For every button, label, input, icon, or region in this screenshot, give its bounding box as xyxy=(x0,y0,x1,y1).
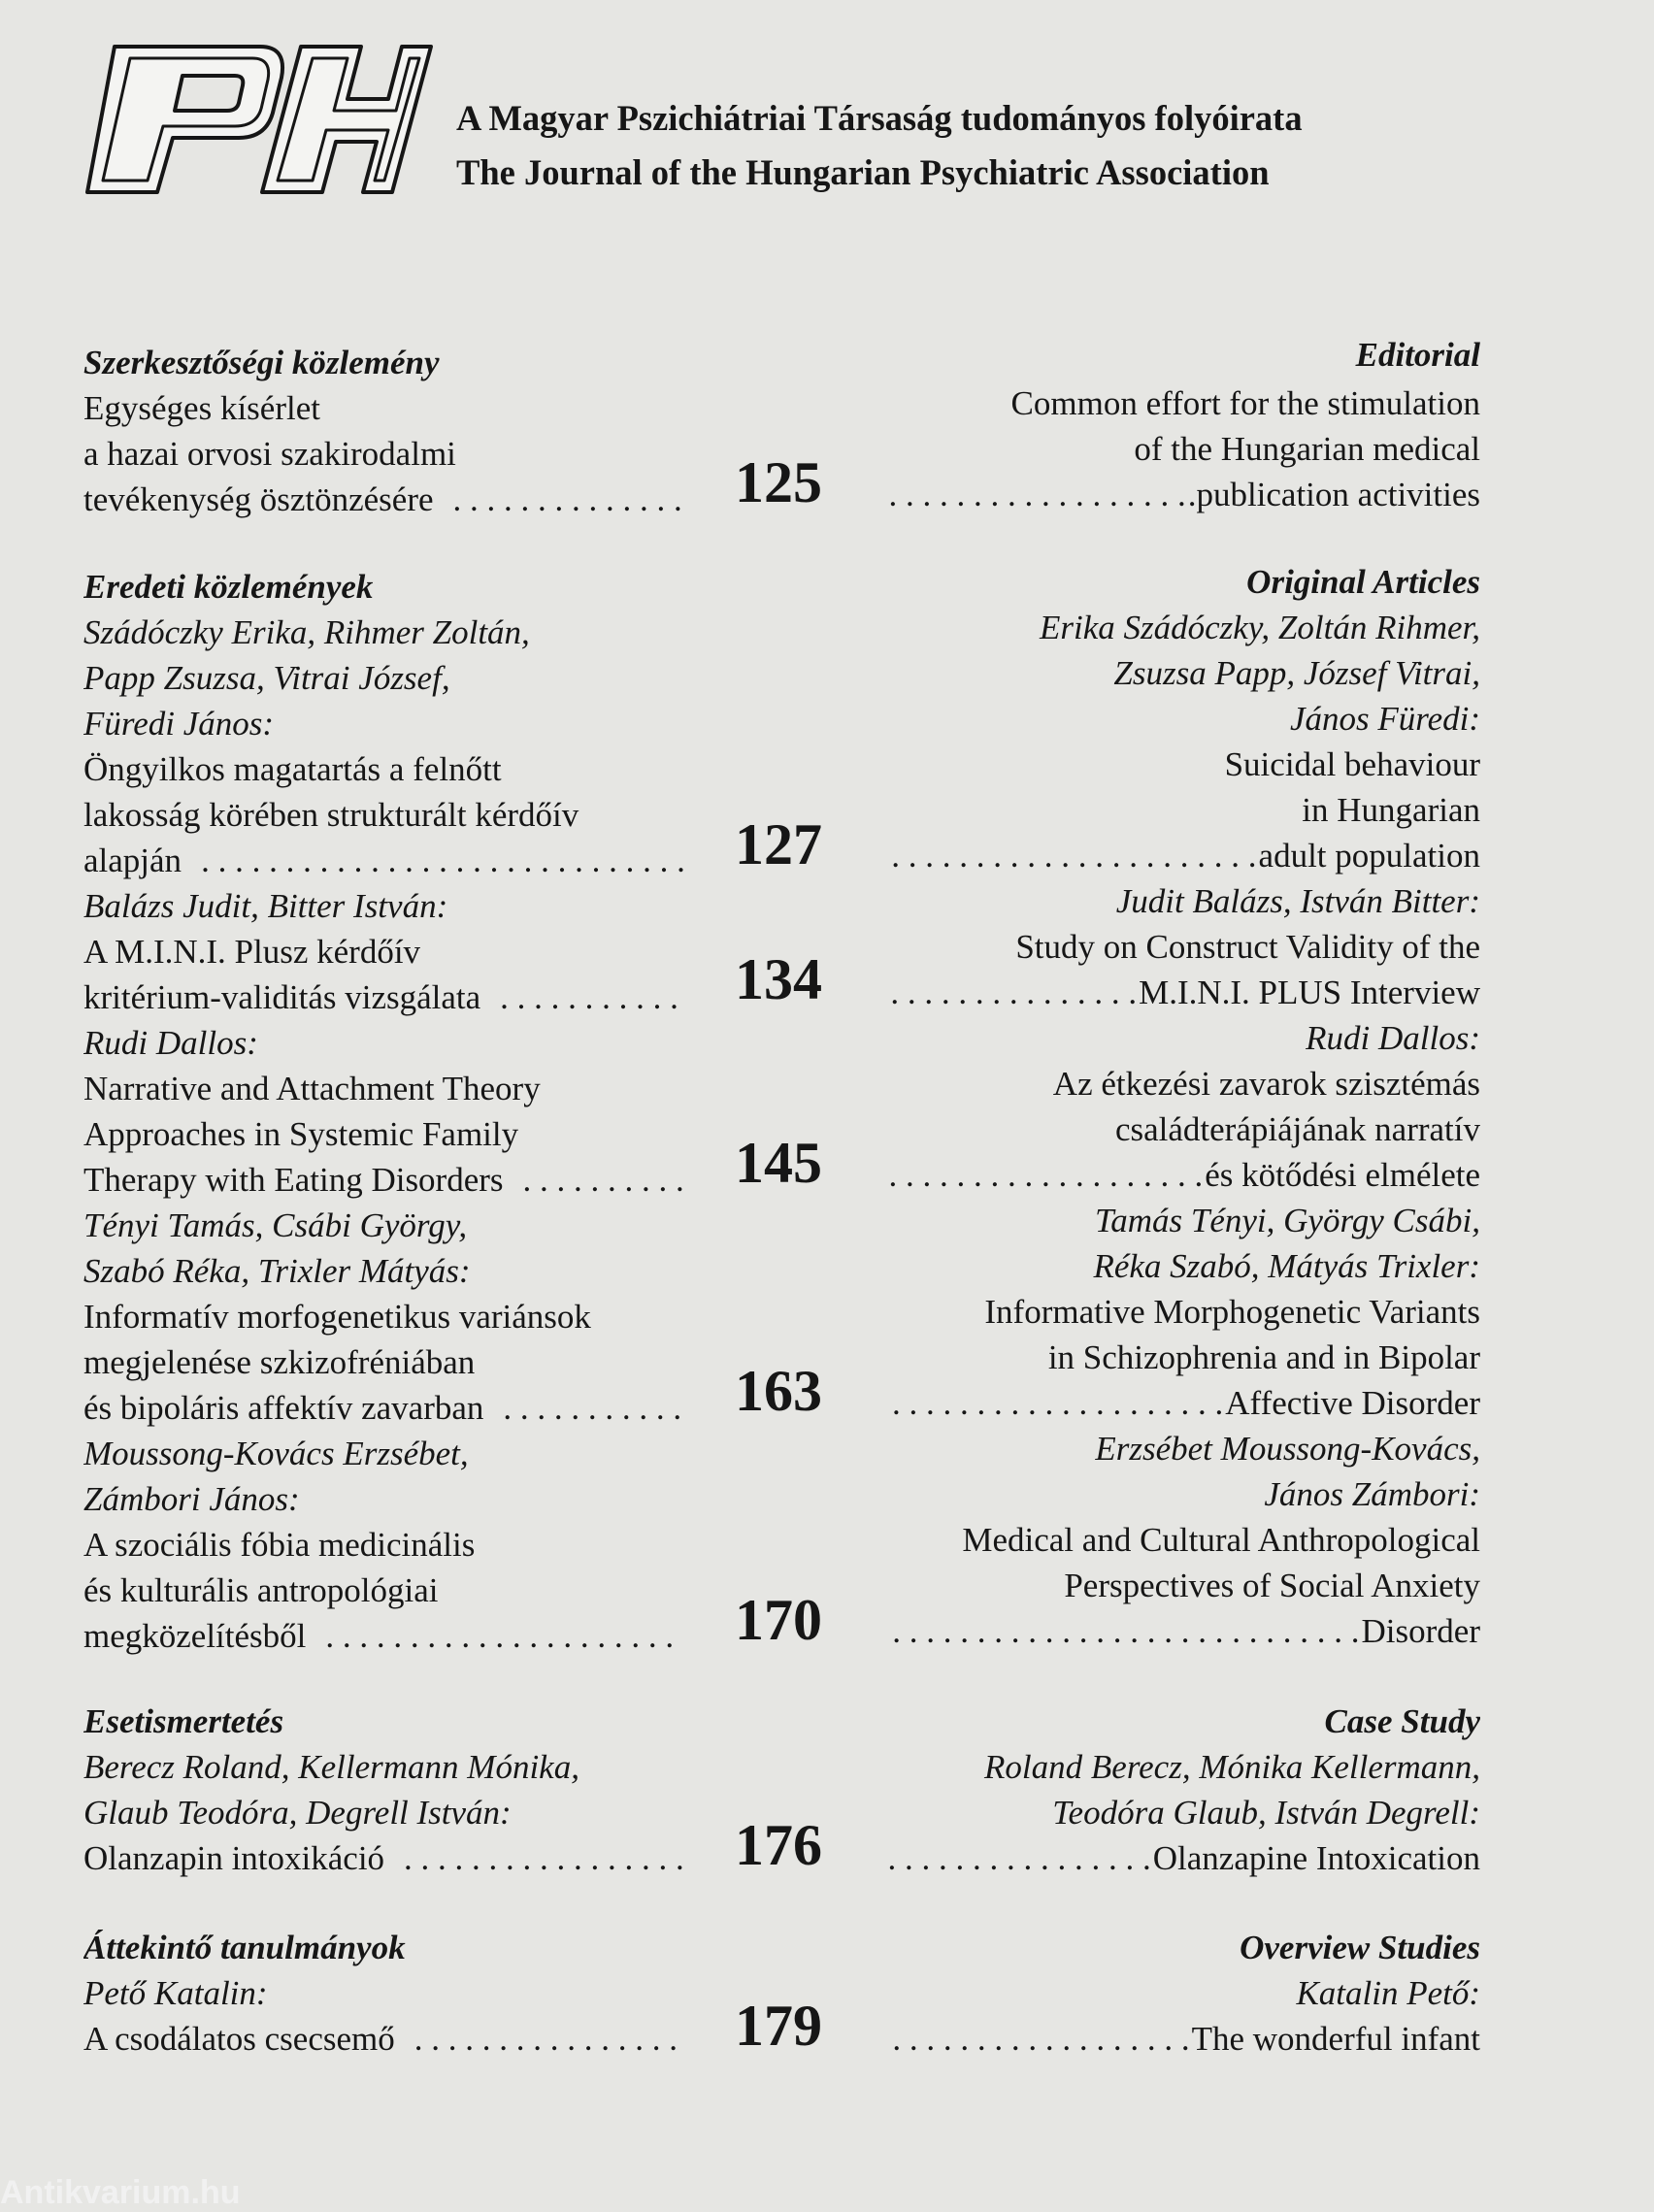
article-title-en: családterápiájának narratív xyxy=(1114,1110,1480,1148)
article-title-en: .publication activities xyxy=(1187,476,1480,513)
article-title-en: Suicidal behaviour xyxy=(1224,745,1480,783)
toc-entry-line xyxy=(888,2016,1480,2062)
section-heading-hu: Áttekintő tanulmányok xyxy=(83,1929,406,1966)
section-heading-hu: Szerkesztőségi közlemény xyxy=(83,344,440,381)
article-title-hu: A csodálatos csecsemő xyxy=(83,2020,395,2058)
toc-entry-line xyxy=(83,1157,683,1203)
article-title-en: Common effort for the stimulation xyxy=(1010,384,1480,422)
article-title-hu: alapján xyxy=(83,842,182,879)
article-title-en: Perspectives of Social Anxiety xyxy=(1064,1567,1480,1604)
article-title-hu: Egységes kísérlet xyxy=(83,389,320,427)
article-authors-en: János Zámbori: xyxy=(1264,1475,1480,1513)
article-title-hu: Narrative and Attachment Theory xyxy=(83,1070,541,1107)
article-authors-hu: Szabó Réka, Trixler Mátyás: xyxy=(83,1252,471,1290)
leader-dots xyxy=(453,477,683,522)
article-title-hu: A szociális fóbia medicinális xyxy=(83,1526,476,1564)
leader-dots xyxy=(325,1613,683,1659)
toc-entry-line xyxy=(888,970,1480,1015)
page-number: 125 xyxy=(735,450,822,514)
article-authors-en: Teodóra Glaub, István Degrell: xyxy=(1052,1794,1480,1832)
leader-dots xyxy=(414,2016,683,2062)
section-heading-hu: Esetismertetés xyxy=(83,1702,284,1740)
leader-dots xyxy=(888,1835,1151,1881)
article-title-en: Disorder xyxy=(1361,1612,1480,1650)
page-number: 170 xyxy=(735,1588,822,1652)
article-authors-en: Katalin Pető: xyxy=(1296,1974,1480,2012)
page-number: 179 xyxy=(735,1994,822,2058)
article-title-hu: a hazai orvosi szakirodalmi xyxy=(83,435,456,473)
article-title-en: Informative Morphogenetic Variants xyxy=(984,1293,1480,1331)
toc-entry-line xyxy=(83,477,683,522)
article-authors-en: Tamás Tényi, György Csábi, xyxy=(1094,1202,1480,1239)
leader-dots xyxy=(888,1608,1360,1654)
article-authors-hu: Moussong-Kovács Erzsébet, xyxy=(83,1435,469,1472)
article-authors-hu: Szádóczky Erika, Rihmer Zoltán, xyxy=(83,613,530,651)
page-number: 176 xyxy=(735,1813,822,1877)
toc-entry-line xyxy=(83,1385,683,1431)
toc-entry-line xyxy=(888,1835,1480,1881)
toc-entry-line xyxy=(83,2016,683,2062)
article-title-hu: A M.I.N.I. Plusz kérdőív xyxy=(83,933,421,971)
leader-dots xyxy=(404,1835,683,1881)
toc-entry-line xyxy=(888,1608,1480,1654)
article-title-en: in Schizophrenia and in Bipolar xyxy=(1047,1338,1480,1376)
section-heading-en: Case Study xyxy=(1324,1702,1480,1740)
article-authors-en: Zsuzsa Papp, József Vitrai, xyxy=(1113,654,1480,692)
toc-entry-line xyxy=(83,974,683,1020)
ph-logo xyxy=(80,39,439,204)
leader-dots xyxy=(523,1157,683,1203)
journal-subtitle-en: The Journal of the Hungarian Psychiatric Association xyxy=(456,152,1270,192)
leader-dots xyxy=(888,472,1186,517)
article-authors-en: Réka Szabó, Mátyás Trixler: xyxy=(1093,1247,1480,1285)
toc-entry-line xyxy=(888,472,1480,517)
page-number: 127 xyxy=(735,812,822,876)
toc-entry-line xyxy=(888,1380,1480,1426)
journal-subtitle-hu: A Magyar Pszichiátriai Társaság tudományos folyóirata xyxy=(456,98,1303,138)
leader-dots xyxy=(888,1380,1223,1426)
section-heading-en: Editorial xyxy=(1355,336,1480,374)
article-authors-hu: Zámbori János: xyxy=(83,1480,300,1518)
article-title-hu: lakosság körében strukturált kérdőív xyxy=(83,796,579,834)
article-title-hu: és bipoláris affektív zavarban xyxy=(83,1389,484,1427)
article-title-hu: és kulturális antropológiai xyxy=(83,1571,439,1609)
article-title-hu: megközelítésből xyxy=(83,1617,307,1655)
leader-dots xyxy=(201,838,683,883)
toc-entry-line xyxy=(888,1152,1480,1198)
leader-dots xyxy=(888,1152,1203,1198)
article-authors-en: Erzsébet Moussong-Kovács, xyxy=(1095,1430,1480,1468)
article-title-hu: kritérium-validitás vizsgálata xyxy=(83,978,481,1016)
article-authors-hu: Balázs Judit, Bitter István: xyxy=(83,887,448,925)
article-authors-en: Erika Szádóczky, Zoltán Rihmer, xyxy=(1040,609,1480,646)
toc-entry-line xyxy=(888,833,1480,878)
article-title-en: Study on Construct Validity of the xyxy=(1015,928,1480,966)
article-title-hu: Approaches in Systemic Family xyxy=(83,1115,519,1153)
article-title-hu: Olanzapin intoxikáció xyxy=(83,1839,385,1877)
article-title-en: of the Hungarian medical xyxy=(1134,430,1480,468)
article-authors-hu: Rudi Dallos: xyxy=(83,1024,258,1062)
article-title-en: in Hungarian xyxy=(1302,791,1480,829)
article-authors-en: Rudi Dallos: xyxy=(1306,1019,1480,1057)
page-number: 145 xyxy=(735,1131,822,1195)
section-heading-hu: Eredeti közlemények xyxy=(83,568,374,606)
article-authors-hu: Pető Katalin: xyxy=(83,1974,268,2012)
article-authors-hu: Füredi János: xyxy=(83,705,275,743)
article-authors-hu: Glaub Teodóra, Degrell István: xyxy=(83,1794,512,1832)
article-authors-en: Judit Balázs, István Bitter: xyxy=(1115,882,1480,920)
article-title-hu: Therapy with Eating Disorders xyxy=(83,1161,504,1199)
article-authors-en: Roland Berecz, Mónika Kellermann, xyxy=(984,1748,1480,1786)
toc-entry-line xyxy=(83,1613,683,1659)
section-heading-en: Overview Studies xyxy=(1240,1929,1480,1966)
leader-dots xyxy=(888,833,1257,878)
article-title-hu: megjelenése szkizofréniában xyxy=(83,1343,476,1381)
page-number: 134 xyxy=(735,947,822,1011)
article-authors-hu: Papp Zsuzsa, Vitrai József, xyxy=(83,659,450,697)
article-title-en: Affective Disorder xyxy=(1225,1384,1480,1422)
page-number: 163 xyxy=(735,1359,822,1423)
leader-dots xyxy=(500,974,683,1020)
leader-dots xyxy=(888,970,1137,1015)
section-heading-en: Original Articles xyxy=(1246,563,1480,601)
article-title-en: és kötődési elmélete xyxy=(1205,1156,1480,1194)
article-title-hu: tevékenység ösztönzésére xyxy=(83,480,434,518)
toc-entry-line xyxy=(83,838,683,883)
article-title-en: Olanzapine Intoxication xyxy=(1152,1839,1480,1877)
article-title-hu: Informatív morfogenetikus variánsok xyxy=(83,1298,591,1336)
article-title-en: Az étkezési zavarok szisztémás xyxy=(1052,1065,1480,1103)
article-title-en: M.I.N.I. PLUS Interview xyxy=(1139,974,1480,1011)
watermark: Antikvarium.hu xyxy=(0,2174,241,2211)
article-authors-hu: Berecz Roland, Kellermann Mónika, xyxy=(83,1748,579,1786)
article-authors-en: János Füredi: xyxy=(1289,700,1480,738)
article-authors-hu: Tényi Tamás, Csábi György, xyxy=(83,1206,468,1244)
toc-entry-line xyxy=(83,1835,683,1881)
leader-dots xyxy=(888,2016,1190,2062)
article-title-en: Medical and Cultural Anthropological xyxy=(962,1521,1480,1559)
leader-dots xyxy=(503,1385,683,1431)
article-title-hu: Öngyilkos magatartás a felnőtt xyxy=(83,750,502,788)
article-title-en: adult population xyxy=(1258,837,1480,875)
article-title-en: The wonderful infant xyxy=(1191,2020,1480,2058)
